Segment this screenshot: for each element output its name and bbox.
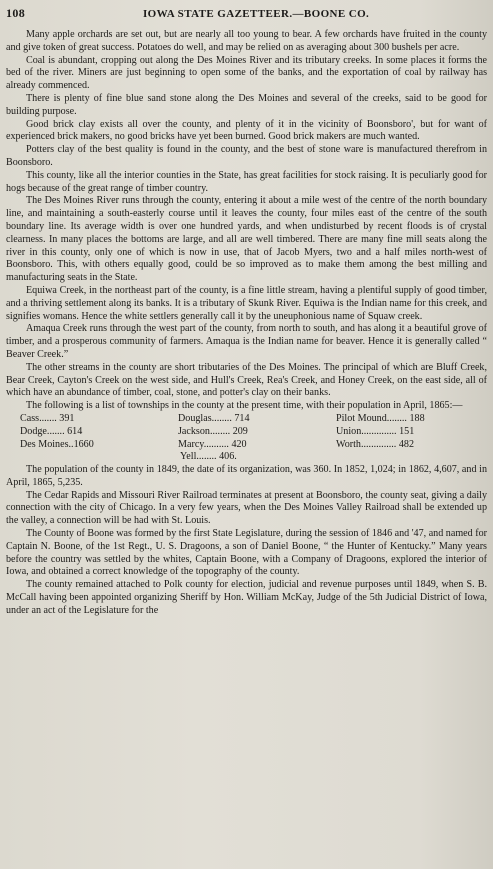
township-entry: Marcy.......... 420: [178, 438, 247, 450]
paragraph-stock-raising: This county, like all the interior counties in the State, has great facilities for stock raising. It is peculiarly good for hogs because of the great range of timber country.: [6, 169, 487, 194]
paragraph-brick-clay: Good brick clay exists all over the county, and plenty of it in the vicinity of Boonsboro', but for want of experienced brick makers, no good bricks have yet been burned. Good brick makers are much wanted.: [6, 118, 487, 143]
paragraph-other-streams: The other streams in the county are short tributaries of the Des Moines. The principal of which are Bluff Creek, Bear Creek, Cayton's Creek on the west side, and Hull's Creek, Rea's Creek, and Honey Creek, on the east side, all of which have an abundance of timber, coal, stone, and potter's clay on their banks.: [6, 361, 487, 399]
paragraph-organization: The county remained attached to Polk county for election, judicial and revenue purposes until 1849, when S. B. McCall having been appointed organizing Sheriff by Hon. William McKay, Judge of the 5th Judicial District of Iowa, under an act of the Legislature for the: [6, 579, 487, 616]
running-title: IOWA STATE GAZETTEER.—BOONE CO.: [142, 8, 370, 20]
paragraph-sandstone: There is plenty of fine blue sand stone along the Des Moines and several of the creeks, said to be good for building purpose.: [6, 92, 487, 117]
paragraph-amaqua-creek: Amaqua Creek runs through the west part of the county, from north to south, and has along it a beautiful grove of timber, and a prosperous community of farmers. Amaqua is the Indian name for beaver. Hence it is generally called “ Beaver Creek.”: [6, 323, 487, 360]
paragraph-township-intro: The following is a list of townships in the county at the present time, with their population in April, 1865:—: [26, 400, 463, 412]
township-entry: Cass....... 391: [20, 412, 75, 424]
paragraph-potters-clay: Potters clay of the best quality is found in the county, and the best of stone ware is manufactured therefrom in Boonsboro.: [6, 144, 487, 168]
township-entry: Worth.............. 482: [336, 438, 414, 450]
body-text: [6, 29, 487, 618]
township-table: [20, 413, 487, 464]
paragraph-railroad: The Cedar Rapids and Missouri River Railroad terminates at present at Boonsboro, the county seat, giving a daily connection with the city of Chicago. In a very few years, when the Des Moines Valley Railroad shall be extended up the valley, a connection will be had with St. Louis.: [6, 489, 487, 527]
township-entry: Jackson........ 209: [178, 425, 248, 437]
township-entry: Yell........ 406.: [180, 451, 237, 463]
paragraph-orchards: Many apple orchards are set out, but are nearly all too young to bear. A few orchards have fruited in the county and give token of great success. Potatoes do well, and may be relied on as averaging about 300 bushels per acre.: [6, 29, 487, 53]
paragraph-county-formation: The County of Boone was formed by the first State Legislature, during the session of 1846 and '47, and named for Captain N. Boone, of the 1st Regt., U. S. Dragoons, a son of Daniel Boone, “ the Hunter of Kentucky.” Many years before the country was settled by the whites, Captain Boone, with a Company of Dragoons, explored the interior of Iowa, and obtained a correct knowledge of the topography of the county.: [6, 528, 487, 578]
paragraph-population: The population of the county in 1849, the date of its organization, was 360. In 1852, 1,024; in 1862, 4,607, and in April, 1865, 5,235.: [6, 464, 487, 488]
township-entry: Dodge....... 614: [20, 425, 83, 437]
township-entry: Pilot Mound........ 188: [336, 412, 425, 424]
paragraph-des-moines-river: The Des Moines River runs through the county, entering it about a mile west of the centre of the north boundary line, and maintaining a south-easterly course until it leaves the county, four miles east of the centre of the south boundary line. Its average width is over one hundred yards, and when undisturbed by recent floods is of crystal clearness. In many places the bottoms are large, and all are well timbered. There are many fine mill seats along the river in this county, only one of which is now in use, that of Jacob Myers, two and a half miles north-west of Boonsboro. This, with others equally good, could be so improved as to make them among the best milling and manufacturing seats in the State.: [6, 195, 487, 284]
page-header: [6, 6, 487, 21]
paragraph-equiwa-creek: Equiwa Creek, in the northeast part of the county, is a fine little stream, having a plentiful supply of good timber, and a thriving settlement along its banks. It is a tributary of Skunk River. Equiwa is the Indian name for this creek, and signifies womans. Hence the white settlers generally call it by the uneuphonious name of Squaw creek.: [6, 284, 487, 322]
township-entry: Douglas........ 714: [178, 412, 250, 424]
township-entry: Des Moines..1660: [20, 438, 94, 450]
paragraph-coal: Coal is abundant, cropping out along the Des Moines River and its tributary creeks. In some places it forms the bed of the river. Miners are just beginning to open some of the banks, and the exportation of coal by railway has already commenced.: [6, 54, 487, 92]
page-number: 108: [6, 6, 26, 20]
township-entry: Union.............. 151: [336, 425, 415, 437]
